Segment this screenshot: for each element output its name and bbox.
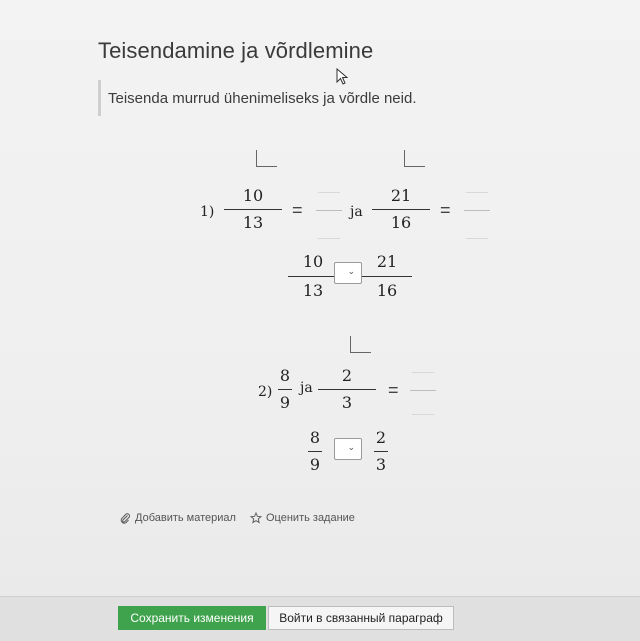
result-numerator-input-c[interactable] (412, 372, 434, 373)
chevron-down-icon: ⌄ (347, 442, 355, 452)
multiplier-input-c[interactable] (350, 336, 371, 353)
numerator: 2 (375, 428, 387, 447)
star-icon (250, 512, 262, 524)
multiplier-input-a[interactable] (256, 150, 277, 167)
fraction-bar (372, 209, 430, 210)
compare-fraction-2-3 (358, 428, 404, 475)
fraction-bar (308, 451, 322, 452)
compare-fraction-10-13 (288, 252, 338, 301)
result-denominator-input-b[interactable] (466, 238, 488, 239)
chevron-down-icon: ⌄ (347, 266, 355, 276)
result-numerator-input-a[interactable] (318, 192, 340, 193)
fraction-bar (362, 276, 412, 277)
rate-task-label: Оценить задание (266, 512, 355, 524)
denominator: 13 (302, 281, 324, 300)
fraction-10-13 (228, 186, 278, 233)
page-title: Teisendamine ja võrdlemine (98, 38, 374, 63)
paperclip-icon (120, 513, 131, 524)
comparison-select-1[interactable] (334, 262, 362, 284)
numerator: 21 (390, 186, 412, 205)
fraction-bar (224, 209, 282, 210)
fraction-bar (374, 451, 388, 452)
go-to-paragraph-button[interactable]: Войти в связанный параграф (268, 606, 454, 630)
numerator: 21 (376, 252, 398, 271)
denominator: 3 (375, 455, 387, 474)
fraction-2-3 (322, 366, 372, 413)
equals-sign: = (388, 380, 399, 400)
fraction-bar (288, 276, 338, 277)
add-material-label: Добавить материал (135, 512, 236, 524)
denominator: 13 (242, 213, 264, 232)
instruction-text: Teisenda murrud ühenimeliseks ja võrdle neid. (108, 90, 417, 107)
denominator: 16 (390, 213, 412, 232)
numerator: 10 (242, 186, 264, 205)
save-changes-button[interactable]: Сохранить изменения (118, 606, 266, 630)
task-2-label: 2) (258, 384, 273, 400)
conjunction-ja: ja (300, 380, 313, 396)
numerator: 8 (309, 428, 321, 447)
numerator: 2 (341, 366, 353, 385)
result-numerator-input-b[interactable] (466, 192, 488, 193)
fraction-bar (318, 389, 376, 390)
denominator: 3 (341, 393, 353, 412)
denominator: 9 (279, 393, 291, 412)
add-material-link[interactable] (120, 512, 236, 524)
instruction-accent-bar (98, 80, 101, 116)
result-blank-line-a (316, 210, 342, 211)
mouse-cursor-icon (336, 68, 350, 86)
rate-task-link[interactable] (250, 512, 355, 524)
numerator: 8 (279, 366, 291, 385)
compare-fraction-21-16 (362, 252, 412, 301)
task-1-label: 1) (200, 204, 215, 220)
numerator: 10 (302, 252, 324, 271)
result-denominator-input-c[interactable] (412, 414, 434, 415)
fraction-bar (278, 389, 292, 390)
denominator: 9 (309, 455, 321, 474)
multiplier-input-b[interactable] (404, 150, 425, 167)
denominator: 16 (376, 281, 398, 300)
result-blank-line-c (410, 390, 436, 391)
equals-sign: = (440, 200, 451, 220)
result-blank-line-b (464, 210, 490, 211)
conjunction-ja: ja (350, 204, 363, 220)
compare-fraction-8-9 (292, 428, 338, 475)
result-denominator-input-a[interactable] (318, 238, 340, 239)
fraction-21-16 (376, 186, 426, 233)
equals-sign: = (292, 200, 303, 220)
